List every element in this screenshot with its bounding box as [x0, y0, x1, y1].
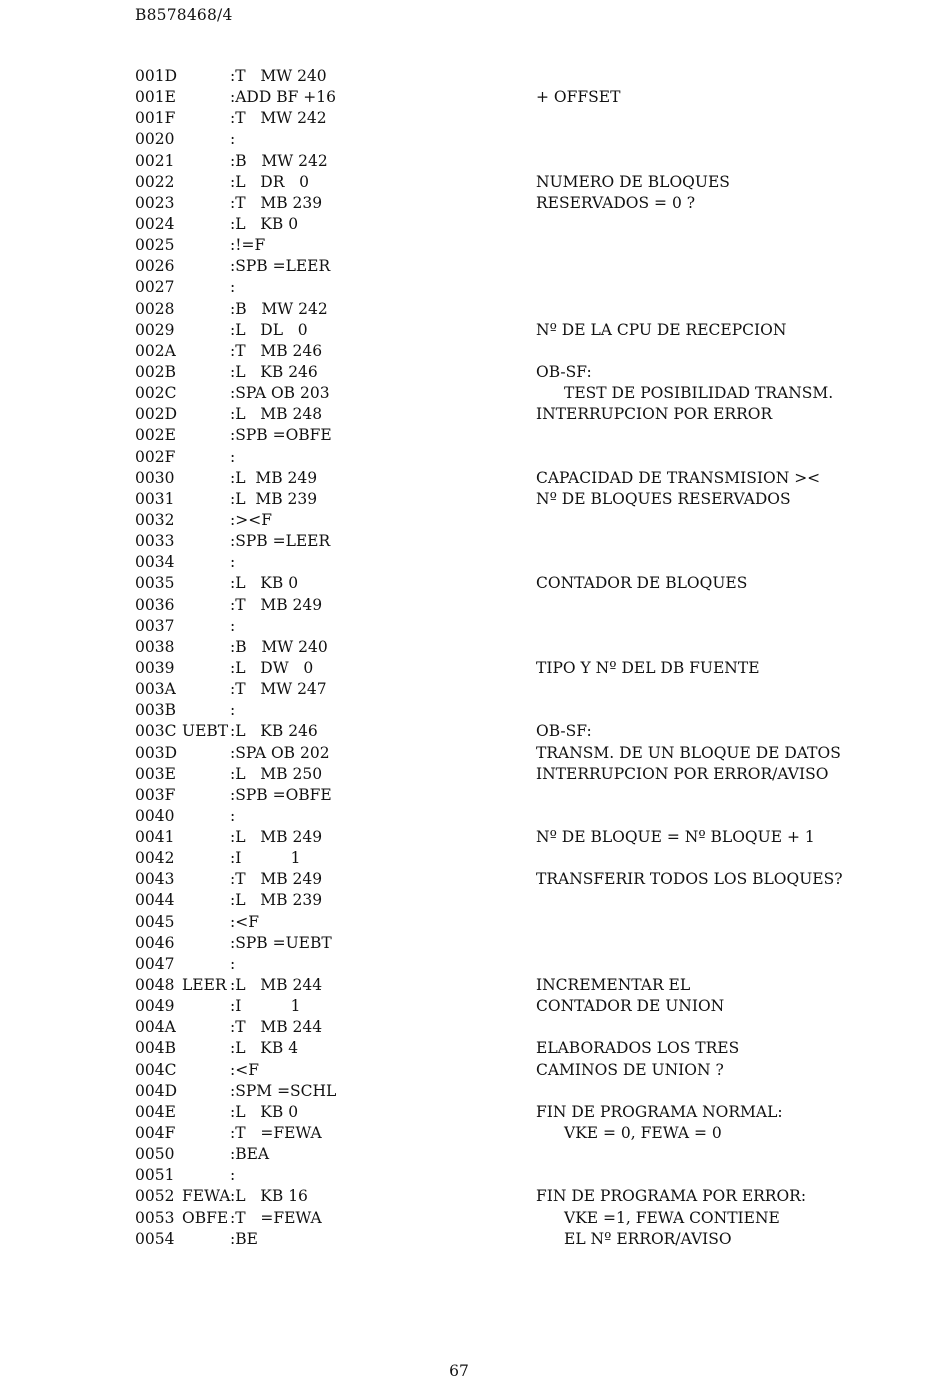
code-line [135, 362, 855, 383]
line-address: 003D [135, 743, 178, 762]
line-address: 003C [135, 722, 177, 741]
line-comment: INTERRUPCION POR ERROR [536, 405, 773, 424]
line-comment: EL Nº ERROR/AVISO [564, 1229, 732, 1248]
line-comment: CONTADOR DE UNION [536, 997, 725, 1016]
line-address: 002B [135, 362, 176, 381]
code-line [135, 616, 855, 637]
code-line [135, 1017, 855, 1038]
code-line [135, 933, 855, 954]
code-line [135, 1165, 855, 1186]
line-address: 0027 [135, 278, 175, 297]
line-instruction: : [230, 278, 236, 297]
code-line [135, 235, 855, 256]
line-comment: OB-SF: [536, 722, 592, 741]
line-comment: TRANSFERIR TODOS LOS BLOQUES? [536, 870, 843, 889]
line-comment: ELABORADOS LOS TRES [536, 1039, 740, 1058]
line-instruction: :L KB 4 [230, 1039, 299, 1058]
code-line [135, 299, 855, 320]
line-instruction: :<F [230, 912, 259, 931]
line-address: 004D [135, 1081, 178, 1100]
code-line [135, 256, 855, 277]
line-comment: Nº DE BLOQUE = Nº BLOQUE + 1 [536, 828, 815, 847]
line-comment: CAPACIDAD DE TRANSMISION >< [536, 468, 821, 487]
code-line [135, 108, 855, 129]
line-address: 0023 [135, 193, 175, 212]
line-instruction: :SPB =OBFE [230, 426, 332, 445]
line-instruction: :!=F [230, 236, 266, 255]
line-comment: TEST DE POSIBILIDAD TRANSM. [564, 384, 834, 403]
code-line [135, 785, 855, 806]
line-instruction: :L KB 16 [230, 1187, 308, 1206]
line-instruction: :L MB 244 [230, 976, 323, 995]
line-address: 0049 [135, 997, 175, 1016]
line-address: 001D [135, 67, 178, 85]
line-address: 0032 [135, 510, 175, 529]
line-instruction: :T MW 247 [230, 680, 327, 699]
code-line [135, 341, 855, 362]
code-line [135, 1060, 855, 1081]
line-instruction: :I 1 [230, 997, 301, 1016]
code-line [135, 912, 855, 933]
line-instruction: : [230, 553, 236, 572]
line-comment: FIN DE PROGRAMA NORMAL: [536, 1102, 783, 1121]
code-line [135, 1144, 855, 1165]
line-address: 0041 [135, 828, 175, 847]
code-line [135, 552, 855, 573]
line-address: 0021 [135, 151, 175, 170]
line-comment: OB-SF: [536, 362, 592, 381]
line-instruction: :SPA OB 203 [230, 384, 330, 403]
code-line [135, 425, 855, 446]
code-line [135, 320, 855, 341]
page-number: 67 [449, 1362, 469, 1380]
line-label: FEWA [182, 1187, 231, 1206]
code-line [135, 1229, 855, 1250]
line-comment: NUMERO DE BLOQUES [536, 172, 730, 191]
line-address: 0033 [135, 532, 175, 551]
line-address: 0040 [135, 806, 175, 825]
line-address: 004A [135, 1018, 176, 1037]
line-comment: TIPO Y Nº DEL DB FUENTE [536, 658, 760, 677]
line-instruction: :L DW 0 [230, 658, 314, 677]
line-instruction: :><F [230, 510, 272, 529]
program-listing [135, 66, 855, 1250]
code-line [135, 193, 855, 214]
line-comment: CONTADOR DE BLOQUES [536, 574, 748, 593]
line-address: 0022 [135, 172, 175, 191]
line-address: 0026 [135, 257, 175, 276]
line-address: 0031 [135, 489, 175, 508]
code-line [135, 743, 855, 764]
line-address: 0036 [135, 595, 175, 614]
line-address: 0050 [135, 1145, 175, 1164]
code-line [135, 1102, 855, 1123]
code-line [135, 595, 855, 616]
code-line [135, 700, 855, 721]
line-address: 003A [135, 680, 176, 699]
line-comment: VKE = 0, FEWA = 0 [564, 1124, 722, 1143]
code-line [135, 468, 855, 489]
code-line [135, 1123, 855, 1144]
line-address: 0042 [135, 849, 175, 868]
line-address: 0047 [135, 954, 175, 973]
line-instruction: :T MB 239 [230, 193, 323, 212]
code-line [135, 827, 855, 848]
code-line [135, 172, 855, 193]
line-address: 0043 [135, 870, 175, 889]
code-line [135, 658, 855, 679]
line-instruction: :L KB 0 [230, 1102, 299, 1121]
line-instruction: :L MB 249 [230, 828, 323, 847]
line-label: UEBT [182, 722, 229, 741]
line-address: 004C [135, 1060, 177, 1079]
code-line [135, 151, 855, 172]
line-address: 0045 [135, 912, 175, 931]
line-address: 003F [135, 785, 176, 804]
code-line [135, 383, 855, 404]
line-instruction: :L KB 246 [230, 722, 318, 741]
line-address: 0029 [135, 320, 175, 339]
code-line [135, 890, 855, 911]
line-comment: FIN DE PROGRAMA POR ERROR: [536, 1187, 807, 1206]
line-label: OBFE [182, 1208, 229, 1227]
line-instruction: :BEA [230, 1145, 270, 1164]
line-comment: CAMINOS DE UNION ? [536, 1060, 724, 1079]
code-line [135, 869, 855, 890]
line-instruction: :L MB 239 [230, 891, 323, 910]
line-address: 002F [135, 447, 176, 466]
line-address: 0020 [135, 130, 175, 149]
code-line [135, 489, 855, 510]
line-instruction: :L MB 239 [230, 489, 318, 508]
line-comment: INTERRUPCION POR ERROR/AVISO [536, 764, 829, 783]
line-instruction: : [230, 130, 236, 149]
line-instruction: :T =FEWA [230, 1124, 322, 1143]
code-line [135, 66, 855, 87]
code-line [135, 573, 855, 594]
code-line [135, 954, 855, 975]
line-instruction: :T =FEWA [230, 1208, 322, 1227]
line-instruction: :L KB 246 [230, 362, 318, 381]
document-id: B8578468/4 [135, 6, 233, 24]
line-instruction: :L MB 250 [230, 764, 323, 783]
line-instruction: :T MB 249 [230, 870, 323, 889]
code-line [135, 404, 855, 425]
line-instruction: :L DL 0 [230, 320, 308, 339]
code-line [135, 277, 855, 298]
line-instruction: :ADD BF +16 [230, 88, 336, 107]
line-address: 0052 [135, 1187, 175, 1206]
line-instruction: :B MW 242 [230, 151, 328, 170]
line-address: 0030 [135, 468, 175, 487]
line-instruction: : [230, 806, 236, 825]
line-instruction: :L MB 248 [230, 405, 323, 424]
line-address: 0025 [135, 236, 175, 255]
line-instruction: :L KB 0 [230, 214, 299, 233]
line-comment: TRANSM. DE UN BLOQUE DE DATOS [536, 743, 841, 762]
line-comment: INCREMENTAR EL [536, 976, 691, 995]
line-instruction: :L KB 0 [230, 574, 299, 593]
line-instruction: :T MW 240 [230, 67, 327, 85]
line-instruction: :SPB =OBFE [230, 785, 332, 804]
line-instruction: :SPA OB 202 [230, 743, 330, 762]
code-line [135, 764, 855, 785]
code-line [135, 1186, 855, 1207]
line-comment: Nº DE LA CPU DE RECEPCION [536, 320, 787, 339]
line-address: 0034 [135, 553, 175, 572]
line-address: 0046 [135, 933, 175, 952]
line-address: 003E [135, 764, 176, 783]
code-line [135, 637, 855, 658]
line-instruction: :B MW 240 [230, 637, 328, 656]
line-address: 002C [135, 384, 177, 403]
line-instruction: :BE [230, 1229, 258, 1248]
code-line [135, 1038, 855, 1059]
line-address: 0039 [135, 658, 175, 677]
line-instruction: :<F [230, 1060, 259, 1079]
line-instruction: :SPB =LEER [230, 257, 331, 276]
line-comment: Nº DE BLOQUES RESERVADOS [536, 489, 791, 508]
line-address: 001F [135, 109, 176, 128]
code-line [135, 975, 855, 996]
code-line [135, 447, 855, 468]
line-address: 004F [135, 1124, 176, 1143]
line-address: 0024 [135, 214, 175, 233]
line-address: 0044 [135, 891, 175, 910]
line-instruction: :T MB 246 [230, 341, 323, 360]
code-line [135, 806, 855, 827]
line-address: 002D [135, 405, 178, 424]
code-line [135, 531, 855, 552]
line-address: 0054 [135, 1229, 175, 1248]
line-instruction: :T MW 242 [230, 109, 327, 128]
line-address: 001E [135, 88, 176, 107]
line-address: 004E [135, 1102, 176, 1121]
line-address: 004B [135, 1039, 176, 1058]
line-instruction: :T MB 249 [230, 595, 323, 614]
line-instruction: :T MB 244 [230, 1018, 323, 1037]
code-line [135, 679, 855, 700]
line-comment: VKE =1, FEWA CONTIENE [564, 1208, 780, 1227]
line-comment: RESERVADOS = 0 ? [536, 193, 696, 212]
line-address: 0038 [135, 637, 175, 656]
line-instruction: :L DR 0 [230, 172, 310, 191]
code-line [135, 87, 855, 108]
line-instruction: :SPB =LEER [230, 532, 331, 551]
line-instruction: : [230, 954, 236, 973]
code-line [135, 510, 855, 531]
line-instruction: :B MW 242 [230, 299, 328, 318]
line-address: 0028 [135, 299, 175, 318]
line-address: 0048 [135, 976, 175, 995]
line-instruction: : [230, 701, 236, 720]
line-instruction: : [230, 1166, 236, 1185]
line-instruction: :I 1 [230, 849, 301, 868]
line-address: 0035 [135, 574, 175, 593]
line-instruction: : [230, 447, 236, 466]
code-line [135, 214, 855, 235]
line-instruction: :L MB 249 [230, 468, 318, 487]
line-instruction: :SPM =SCHL [230, 1081, 337, 1100]
line-address: 0053 [135, 1208, 175, 1227]
code-line [135, 996, 855, 1017]
line-address: 003B [135, 701, 176, 720]
code-line [135, 848, 855, 869]
line-address: 002A [135, 341, 176, 360]
line-label: LEER [182, 976, 227, 995]
code-line [135, 721, 855, 742]
line-address: 0051 [135, 1166, 175, 1185]
line-comment: + OFFSET [536, 88, 621, 107]
code-line [135, 1081, 855, 1102]
line-instruction: :SPB =UEBT [230, 933, 332, 952]
line-address: 0037 [135, 616, 175, 635]
line-instruction: : [230, 616, 236, 635]
line-address: 002E [135, 426, 176, 445]
code-line [135, 129, 855, 150]
code-line [135, 1208, 855, 1229]
